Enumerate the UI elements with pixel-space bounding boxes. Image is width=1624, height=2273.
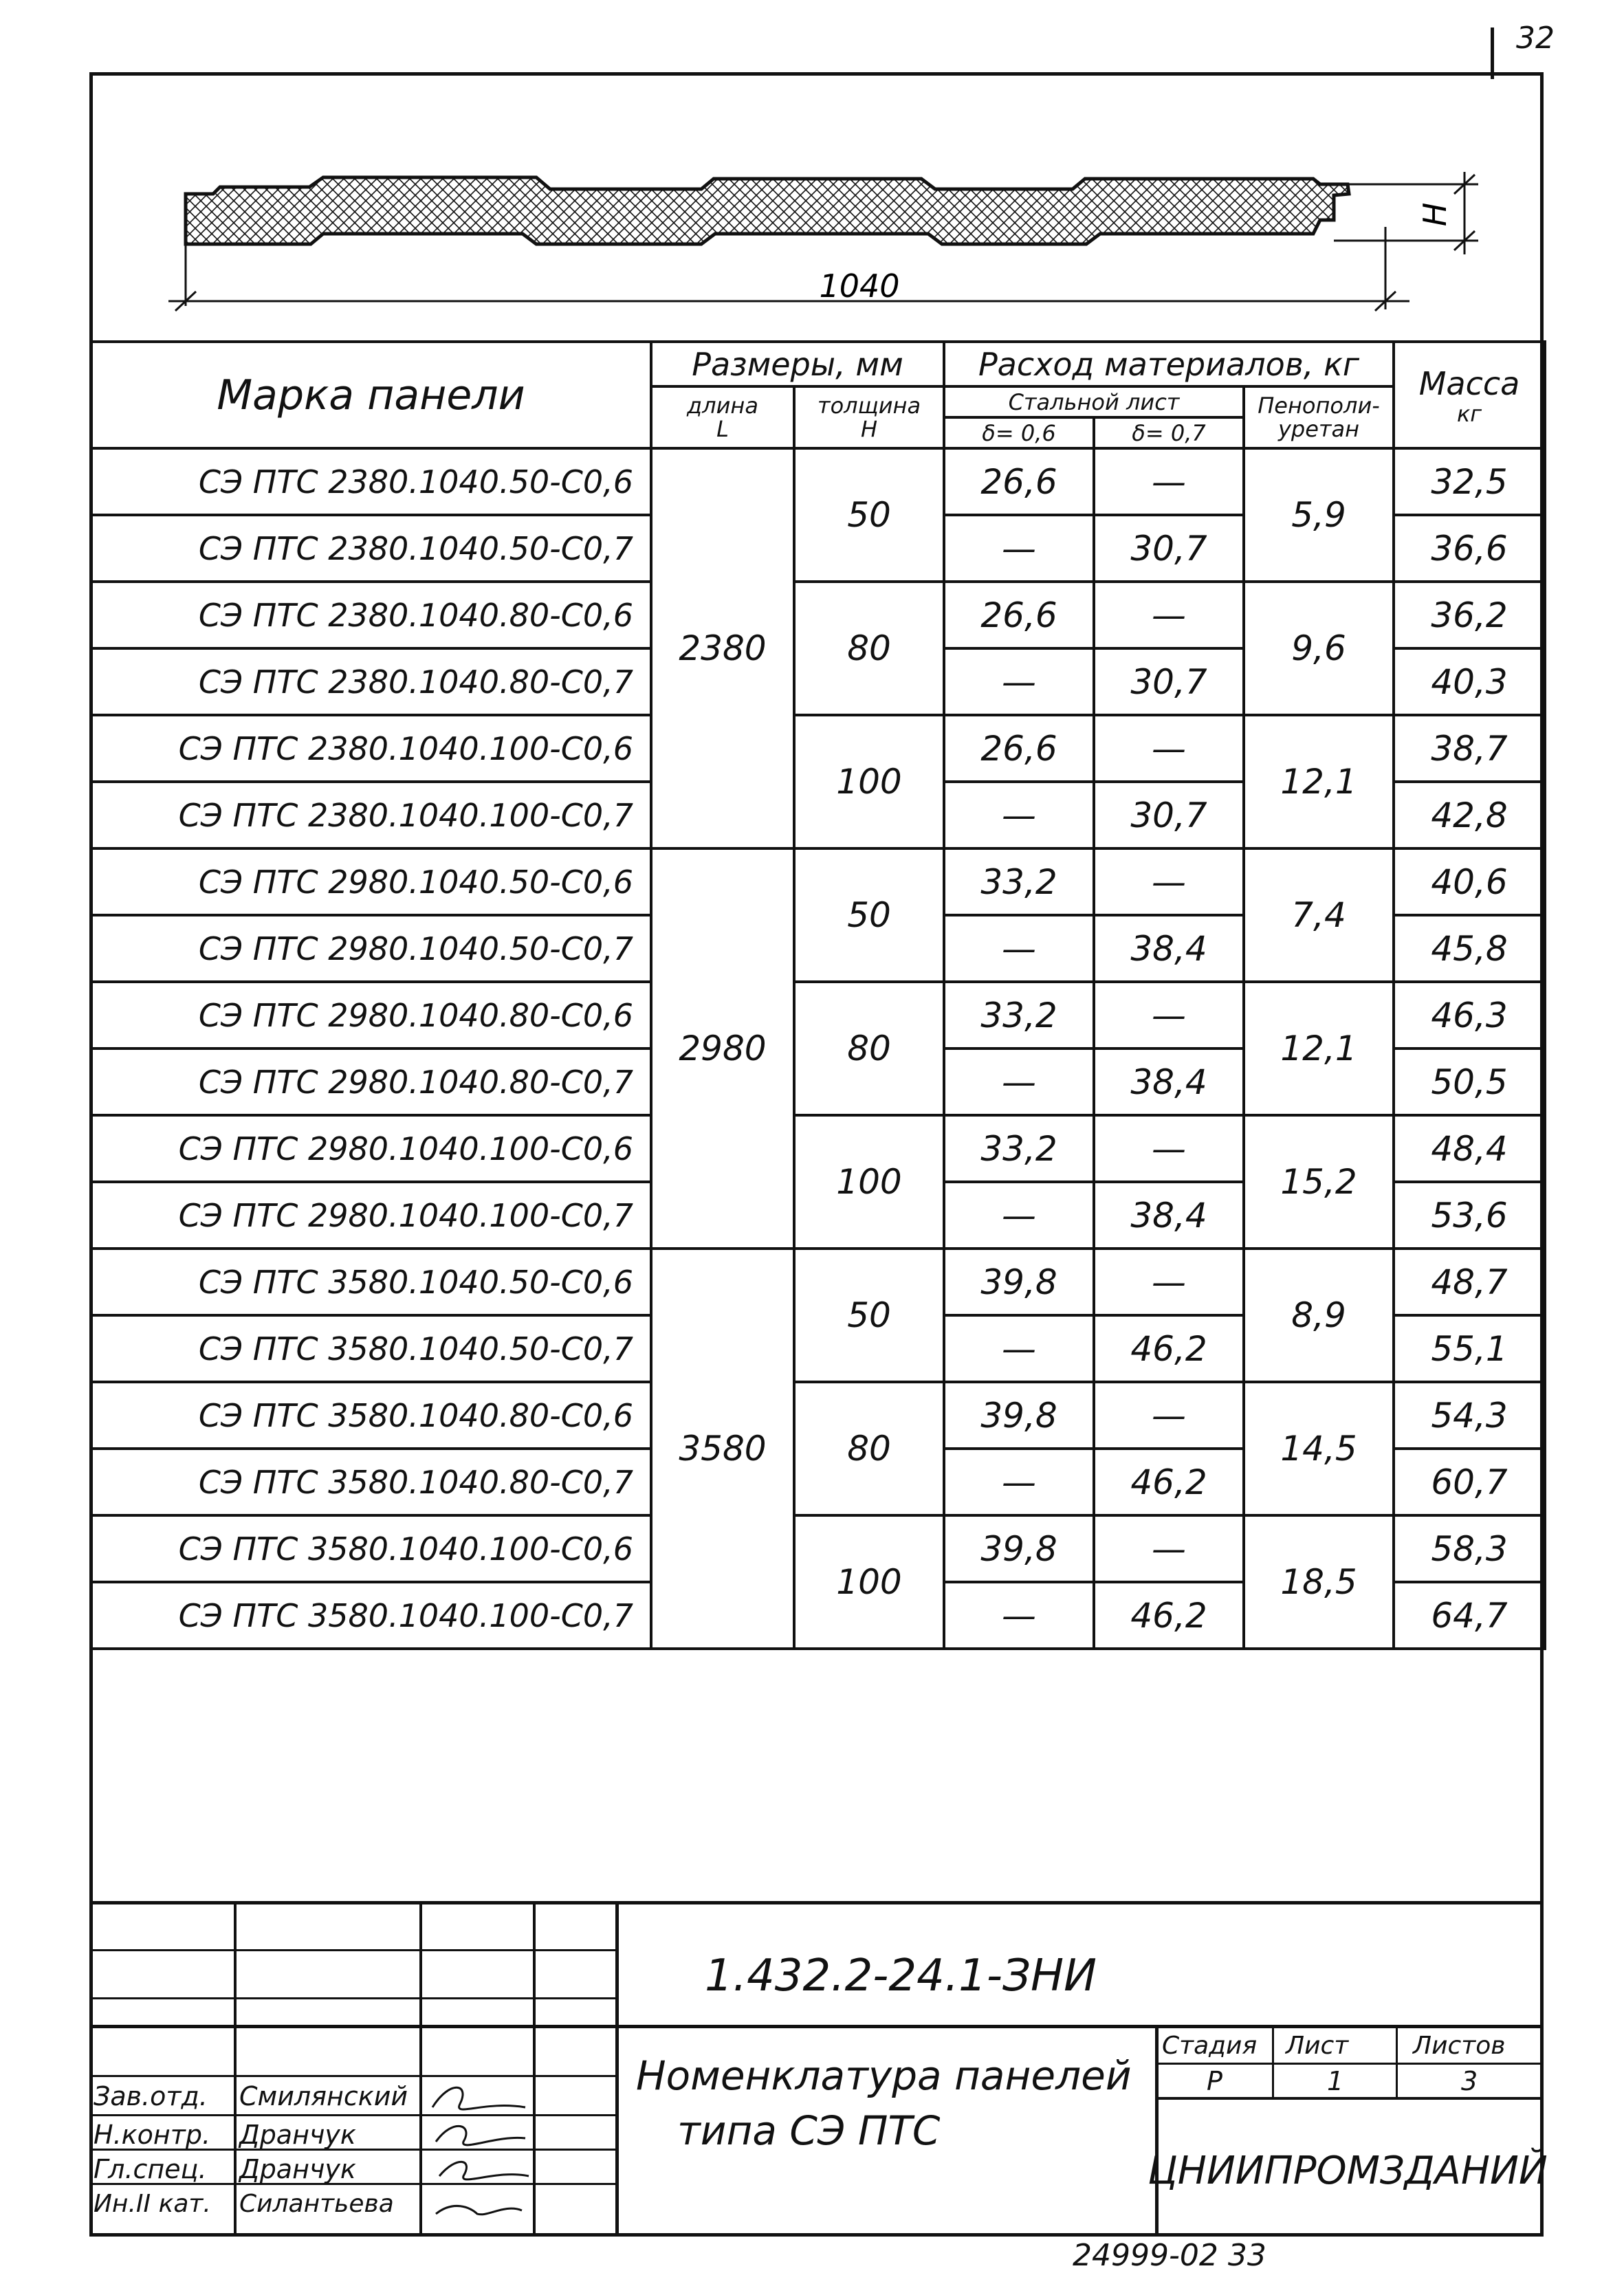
mass-cell: 55,1 <box>1394 1315 1545 1382</box>
steel-06-cell: — <box>944 648 1094 715</box>
mass-cell: 46,3 <box>1394 982 1545 1048</box>
foam-cell: 14,5 <box>1244 1382 1394 1515</box>
table-row <box>91 448 1545 515</box>
panel-mark-cell: СЭ ПТС 2980.1040.100-С0,6 <box>91 1115 651 1182</box>
header-steel-06: δ= 0,6 <box>944 417 1094 448</box>
thickness-cell: 80 <box>794 982 944 1115</box>
header-length <box>651 386 794 448</box>
panel-mark-cell: СЭ ПТС 3580.1040.80-С0,6 <box>91 1382 651 1449</box>
mass-cell: 40,6 <box>1394 848 1545 915</box>
mass-cell: 32,5 <box>1394 448 1545 515</box>
table-row <box>91 1115 1545 1182</box>
stage-label: Стадия <box>1162 2032 1258 2060</box>
length-dimension-label: 1040 <box>819 267 900 305</box>
header-length-label: длина <box>687 393 758 419</box>
header-steel-07: δ= 0,7 <box>1094 417 1244 448</box>
mass-cell: 36,6 <box>1394 515 1545 582</box>
steel-07-cell: — <box>1094 982 1244 1048</box>
header-mass-unit: кг <box>1456 400 1482 427</box>
bottom-archive-code: 24999-02 33 <box>1073 2238 1266 2273</box>
mass-cell: 36,2 <box>1394 582 1545 648</box>
thickness-cell: 80 <box>794 582 944 715</box>
document-title-line1: Номенклатура панелей <box>636 2052 1132 2099</box>
panel-mark-cell: СЭ ПТС 3580.1040.80-С0,7 <box>91 1449 651 1515</box>
panel-mark-cell: СЭ ПТС 2380.1040.80-С0,7 <box>91 648 651 715</box>
mass-cell: 48,7 <box>1394 1249 1545 1315</box>
header-foam: Пенополи-уретан <box>1244 386 1394 448</box>
page-number: 32 <box>1516 21 1555 56</box>
foam-cell: 7,4 <box>1244 848 1394 982</box>
mass-cell: 54,3 <box>1394 1382 1545 1449</box>
role-3: Гл.спец. <box>94 2154 207 2184</box>
table-row <box>91 715 1545 782</box>
foam-cell: 5,9 <box>1244 448 1394 582</box>
panel-foam-core <box>186 177 1349 244</box>
steel-07-cell: — <box>1094 1515 1244 1582</box>
mass-cell: 45,8 <box>1394 915 1545 982</box>
steel-06-cell: 26,6 <box>944 448 1094 515</box>
panel-mark-cell: СЭ ПТС 2380.1040.80-С0,6 <box>91 582 651 648</box>
header-steel-sheet: Стальной лист <box>944 386 1244 417</box>
table-row <box>91 1249 1545 1315</box>
panel-mark-cell: СЭ ПТС 2380.1040.50-С0,6 <box>91 448 651 515</box>
header-dimensions: Размеры, мм <box>651 342 944 386</box>
mass-cell: 42,8 <box>1394 782 1545 848</box>
steel-07-cell: — <box>1094 1115 1244 1182</box>
mass-cell: 58,3 <box>1394 1515 1545 1582</box>
steel-06-cell: — <box>944 515 1094 582</box>
sheets-label: Листов <box>1413 2032 1506 2060</box>
panel-mark-cell: СЭ ПТС 3580.1040.50-С0,6 <box>91 1249 651 1315</box>
steel-06-cell: 39,8 <box>944 1249 1094 1315</box>
steel-06-cell: — <box>944 1449 1094 1515</box>
panel-mark-cell: СЭ ПТС 3580.1040.100-С0,7 <box>91 1582 651 1649</box>
mass-cell: 53,6 <box>1394 1182 1545 1249</box>
steel-07-cell: 46,2 <box>1094 1582 1244 1649</box>
height-dimension-label: H <box>1416 202 1453 227</box>
name-4: Силантьева <box>239 2190 394 2218</box>
mass-cell: 40,3 <box>1394 648 1545 715</box>
steel-07-cell: — <box>1094 1382 1244 1449</box>
steel-06-cell: 39,8 <box>944 1382 1094 1449</box>
panel-mark-cell: СЭ ПТС 2980.1040.50-С0,6 <box>91 848 651 915</box>
mass-cell: 48,4 <box>1394 1115 1545 1182</box>
steel-06-cell: 33,2 <box>944 848 1094 915</box>
steel-07-cell: — <box>1094 1249 1244 1315</box>
panel-mark-cell: СЭ ПТС 2980.1040.50-С0,7 <box>91 915 651 982</box>
length-cell: 2380 <box>651 448 794 848</box>
panel-mark-cell: СЭ ПТС 2980.1040.80-С0,6 <box>91 982 651 1048</box>
role-1: Зав.отд. <box>94 2081 208 2111</box>
panel-mark-cell: СЭ ПТС 2380.1040.50-С0,7 <box>91 515 651 582</box>
foam-cell: 12,1 <box>1244 982 1394 1115</box>
steel-07-cell: 38,4 <box>1094 1048 1244 1115</box>
thickness-cell: 100 <box>794 1515 944 1649</box>
page-number-tick <box>1491 28 1494 79</box>
signatures <box>422 2076 532 2234</box>
foam-cell: 8,9 <box>1244 1249 1394 1382</box>
foam-cell: 18,5 <box>1244 1515 1394 1649</box>
header-mass-label: Масса <box>1418 364 1520 402</box>
thickness-cell: 50 <box>794 448 944 582</box>
thickness-cell: 50 <box>794 1249 944 1382</box>
steel-07-cell: — <box>1094 715 1244 782</box>
panel-mark-cell: СЭ ПТС 3580.1040.50-С0,7 <box>91 1315 651 1382</box>
steel-07-cell: — <box>1094 848 1244 915</box>
panel-nomenclature-table <box>89 340 1546 1650</box>
steel-07-cell: 30,7 <box>1094 648 1244 715</box>
panel-mark-cell: СЭ ПТС 2380.1040.100-С0,6 <box>91 715 651 782</box>
panel-mark-cell: СЭ ПТС 2980.1040.100-С0,7 <box>91 1182 651 1249</box>
table-row <box>91 1382 1545 1449</box>
header-mass <box>1394 342 1545 448</box>
role-4: Ин.II кат. <box>94 2190 211 2218</box>
table-row <box>91 582 1545 648</box>
mass-cell: 64,7 <box>1394 1582 1545 1649</box>
foam-cell: 15,2 <box>1244 1115 1394 1249</box>
thickness-cell: 80 <box>794 1382 944 1515</box>
mass-cell: 60,7 <box>1394 1449 1545 1515</box>
thickness-cell: 100 <box>794 1115 944 1249</box>
table-row <box>91 982 1545 1048</box>
sheet-label: Лист <box>1286 2032 1349 2060</box>
organization-name: ЦНИИПРОМЗДАНИЙ <box>1148 2149 1548 2193</box>
steel-06-cell: 33,2 <box>944 982 1094 1048</box>
steel-07-cell: 38,4 <box>1094 915 1244 982</box>
steel-06-cell: — <box>944 782 1094 848</box>
foam-cell: 12,1 <box>1244 715 1394 848</box>
document-code: 1.432.2-24.1-ЗНИ <box>705 1951 1097 2001</box>
steel-06-cell: 33,2 <box>944 1115 1094 1182</box>
sheets-value: 3 <box>1461 2066 1478 2096</box>
stage-value: Р <box>1207 2066 1222 2096</box>
name-3: Дранчук <box>239 2154 356 2184</box>
document-title-line2: типа СЭ ПТС <box>677 2107 941 2154</box>
header-thickness <box>794 386 944 448</box>
foam-cell: 9,6 <box>1244 582 1394 715</box>
steel-06-cell: 26,6 <box>944 582 1094 648</box>
sheet-value: 1 <box>1327 2066 1344 2096</box>
mass-cell: 50,5 <box>1394 1048 1545 1115</box>
steel-07-cell: 30,7 <box>1094 782 1244 848</box>
panel-mark-cell: СЭ ПТС 2980.1040.80-С0,7 <box>91 1048 651 1115</box>
steel-06-cell: — <box>944 1582 1094 1649</box>
steel-07-cell: 38,4 <box>1094 1182 1244 1249</box>
steel-07-cell: — <box>1094 448 1244 515</box>
steel-06-cell: — <box>944 1048 1094 1115</box>
length-cell: 2980 <box>651 848 794 1249</box>
steel-06-cell: — <box>944 915 1094 982</box>
panel-mark-cell: СЭ ПТС 3580.1040.100-С0,6 <box>91 1515 651 1582</box>
name-2: Дранчук <box>239 2120 356 2150</box>
table-row <box>91 1515 1545 1582</box>
length-cell: 3580 <box>651 1249 794 1649</box>
role-2: Н.контр. <box>94 2120 211 2150</box>
steel-07-cell: 46,2 <box>1094 1315 1244 1382</box>
steel-06-cell: — <box>944 1182 1094 1249</box>
steel-07-cell: — <box>1094 582 1244 648</box>
table-body <box>91 448 1545 1649</box>
panel-mark-cell: СЭ ПТС 2380.1040.100-С0,7 <box>91 782 651 848</box>
header-consumption: Расход материалов, кг <box>944 342 1394 386</box>
name-1: Смилянский <box>239 2081 408 2111</box>
header-mark: Марка панели <box>91 342 651 448</box>
header-thickness-label: толщина <box>817 393 921 419</box>
thickness-cell: 50 <box>794 848 944 982</box>
thickness-cell: 100 <box>794 715 944 848</box>
steel-07-cell: 30,7 <box>1094 515 1244 582</box>
steel-06-cell: — <box>944 1315 1094 1382</box>
panel-section-drawing <box>151 151 1492 337</box>
steel-06-cell: 39,8 <box>944 1515 1094 1582</box>
table-row <box>91 848 1545 915</box>
title-block <box>89 1901 1548 2237</box>
steel-07-cell: 46,2 <box>1094 1449 1244 1515</box>
header-thickness-symbol: H <box>860 416 878 442</box>
mass-cell: 38,7 <box>1394 715 1545 782</box>
steel-06-cell: 26,6 <box>944 715 1094 782</box>
header-length-symbol: L <box>716 416 729 442</box>
